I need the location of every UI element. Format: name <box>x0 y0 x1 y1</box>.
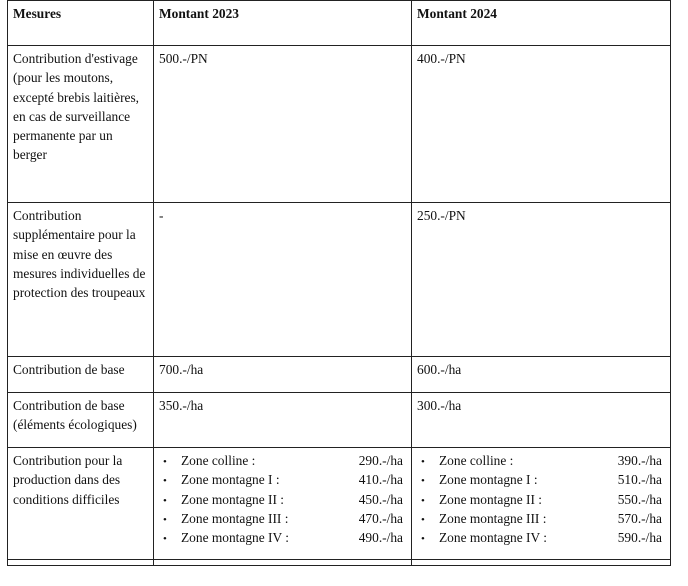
zone-name: Zone colline : <box>181 453 256 468</box>
zone-name: Zone montagne II : <box>439 491 542 507</box>
header-row <box>8 1 671 46</box>
list-item <box>159 470 405 489</box>
zone-name: Zone montagne IV : <box>439 530 547 546</box>
list-item <box>159 451 405 470</box>
zones-2024-cell <box>412 448 671 560</box>
header-amount-2023: Montant 2023 <box>154 1 412 46</box>
bullet-icon: • <box>163 475 167 488</box>
table-row <box>8 46 671 203</box>
list-item <box>417 528 664 547</box>
zones-2023-cell <box>154 448 412 560</box>
measure-cell: Contribution d'estivage (pour les moutons, excepté brebis laitières, en cas de surveillance permanente par un berger <box>8 46 154 203</box>
table-row <box>8 393 671 448</box>
amount-2023-cell: - <box>154 203 412 357</box>
zone-amount: 470.-/ha <box>358 510 403 526</box>
table-row <box>8 357 671 393</box>
bullet-icon: • <box>421 533 425 546</box>
empty-cell <box>154 560 412 566</box>
table-row <box>8 448 671 560</box>
zone-amount: 450.-/ha <box>358 491 403 507</box>
list-item <box>417 451 664 470</box>
zone-list-2023 <box>159 451 405 547</box>
zone-amount: 570.-/ha <box>617 510 662 526</box>
amount-2023-cell: 350.-/ha <box>154 393 412 448</box>
empty-cell <box>412 560 671 566</box>
measure-cell: Contribution de base <box>8 357 154 393</box>
zone-amount: 290.-/ha <box>358 453 403 468</box>
amount-2023-cell: 500.-/PN <box>154 46 412 203</box>
bullet-icon: • <box>421 513 425 526</box>
list-item <box>417 509 664 528</box>
header-measures: Mesures <box>8 1 154 46</box>
list-item <box>417 490 664 509</box>
zone-name: Zone montagne I : <box>181 472 280 488</box>
table-row <box>8 203 671 357</box>
table-row-empty <box>8 560 671 566</box>
zone-name: Zone montagne I : <box>439 472 538 488</box>
empty-cell <box>8 560 154 566</box>
zone-name: Zone montagne III : <box>439 510 547 526</box>
amount-2024-cell: 600.-/ha <box>412 357 671 393</box>
amount-2024-cell: 400.-/PN <box>412 46 671 203</box>
zone-amount: 410.-/ha <box>358 472 403 488</box>
zone-amount: 490.-/ha <box>358 530 403 546</box>
measure-cell: Contribution de base (éléments écologiques) <box>8 393 154 448</box>
list-item <box>159 528 405 547</box>
header-amount-2024: Montant 2024 <box>412 1 671 46</box>
list-item <box>159 490 405 509</box>
zone-name: Zone colline : <box>439 453 514 468</box>
amount-2024-cell: 300.-/ha <box>412 393 671 448</box>
contributions-table <box>7 0 671 566</box>
measure-cell: Contribution supplémentaire pour la mise en œuvre des mesures individuelles de protection des troupeaux <box>8 203 154 357</box>
amount-2024-cell: 250.-/PN <box>412 203 671 357</box>
zone-name: Zone montagne IV : <box>181 530 289 546</box>
bullet-icon: • <box>421 494 425 507</box>
bullet-icon: • <box>421 456 425 468</box>
list-item <box>159 509 405 528</box>
bullet-icon: • <box>163 513 167 526</box>
zone-amount: 550.-/ha <box>617 491 662 507</box>
zone-amount: 590.-/ha <box>617 530 662 546</box>
zone-amount: 510.-/ha <box>617 472 662 488</box>
zone-amount: 390.-/ha <box>617 453 662 468</box>
bullet-icon: • <box>163 533 167 546</box>
zone-name: Zone montagne II : <box>181 491 284 507</box>
amount-2023-cell: 700.-/ha <box>154 357 412 393</box>
zone-list-2024 <box>417 451 664 547</box>
list-item <box>417 470 664 489</box>
bullet-icon: • <box>421 475 425 488</box>
measure-cell: Contribution pour la production dans des conditions difficiles <box>8 448 154 560</box>
bullet-icon: • <box>163 456 167 468</box>
bullet-icon: • <box>163 494 167 507</box>
zone-name: Zone montagne III : <box>181 510 289 526</box>
